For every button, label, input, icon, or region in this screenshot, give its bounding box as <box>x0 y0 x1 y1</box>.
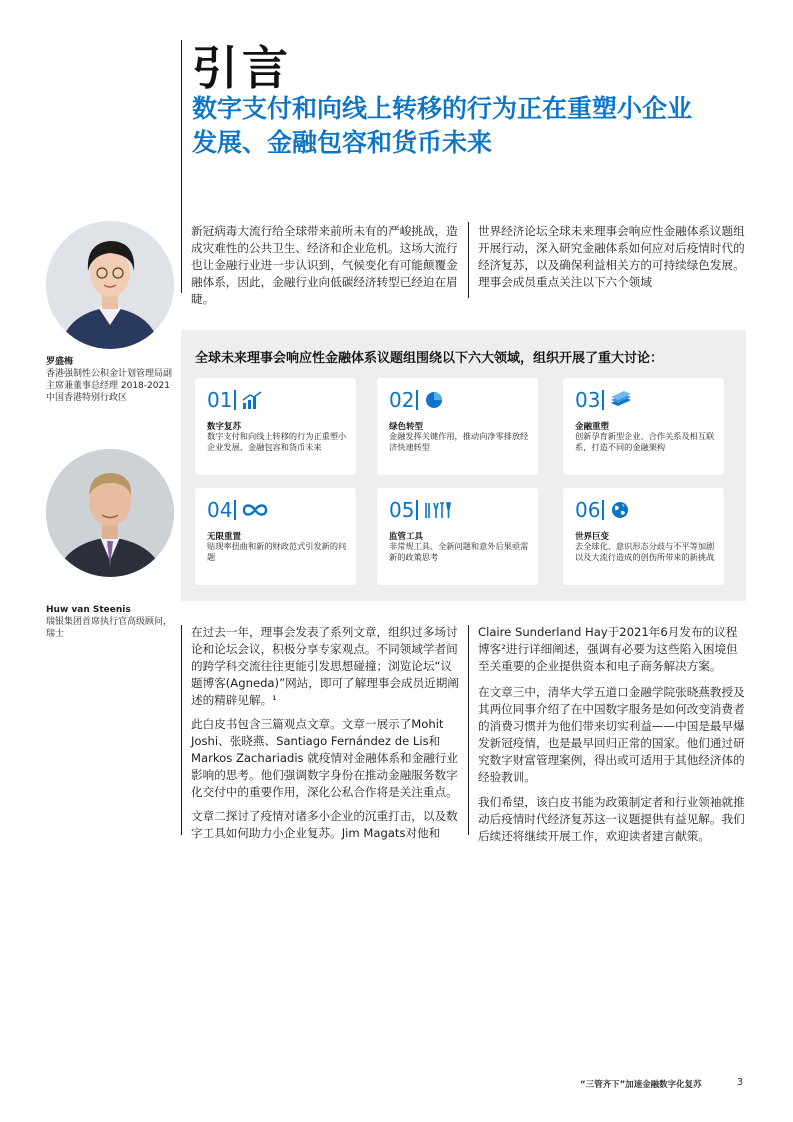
body-paragraph: 在文章三中，清华大学五道口金融学院张晓燕教授及其两位同事介绍了在中国数字服务是如何改变消费者的消费习惯并为他们带来切实利益——中国是最早爆发新冠疫情，也是最早回归正常的国家。他们通过研究数字财富管理案例，得出或可适用于其他经济体的经验教训。 <box>478 685 745 784</box>
page-subtitle: 数字支付和向线上转移的行为正在重塑小企业发展、金融包容和货币未来 <box>192 94 693 157</box>
card-description: 贴现率扭曲和新的财政范式引发新的问题 <box>207 541 347 562</box>
card-title: 绿色转型 <box>389 422 424 432</box>
body-paragraph: Claire Sunderland Hay于2021年6月发布的议程博客²进行详细阐述，强调有必要为这些陷入困境但至关重要的企业提供资本和电子商务解决方案。 <box>478 625 738 673</box>
intro-paragraph-right: 世界经济论坛全球未来理事会响应性金融体系议题组开展行动，深入研究金融体系如何应对后疫情时代的经济复苏，以及确保利益相关方的可持续绿色发展。理事会成员重点关注以下六个领域 <box>478 224 745 289</box>
card-description: 去全球化、意识形态分歧与不平等加剧以及大流行造成的创伤所带来的新挑战 <box>575 541 715 562</box>
divider-body-left <box>181 625 182 835</box>
avatar-person-1 <box>46 221 174 349</box>
card-description: 创新孕育新型企业、合作关系及相互联系，打造不同的金融架构 <box>575 431 715 452</box>
focus-card-01 <box>195 378 356 475</box>
avatar-person-2 <box>46 449 174 577</box>
card-number: 04 <box>207 498 268 522</box>
card-title: 数字复苏 <box>207 422 242 432</box>
bio-person-2 <box>46 604 174 640</box>
divider-top <box>181 40 182 293</box>
body-paragraph: 我们希望，该白皮书能为政策制定者和行业领袖就推动后疫情时代经济复苏这一议题提供有益见解。我们后续还将继续开展工作，欢迎读者建言献策。 <box>478 795 745 843</box>
globe-icon <box>610 501 630 519</box>
bio-person-1 <box>46 356 174 404</box>
focus-card-06 <box>563 488 724 585</box>
card-number: 02 <box>389 388 444 412</box>
card-number: 06 <box>575 498 630 522</box>
panel-title: 全球未来理事会响应性金融体系议题组围绕以下六大领域，组织开展了重大讨论： <box>195 351 664 366</box>
pie-icon <box>424 391 444 409</box>
page-number: 3 <box>737 1077 744 1088</box>
intro-paragraph-left: 新冠病毒大流行给全球带来前所未有的严峻挑战，造成灾难性的公共卫生、经济和企业危机。这场大流行也让金融行业进一步认识到，气候变化有可能颠覆金融体系，因此，金融行业向低碳经济转型已经迫在眉睫。 <box>191 224 458 306</box>
card-title: 金融重塑 <box>575 422 610 432</box>
footer-title: “三管齐下”加速金融数字化复苏 <box>580 1080 702 1090</box>
person-2-role: 瑞银集团首席执行官高级顾问，瑞士 <box>46 617 173 639</box>
focus-card-02 <box>377 378 538 475</box>
person-1-name: 罗盛梅 <box>46 357 74 367</box>
divider-intro-mid <box>468 222 469 298</box>
chart-icon <box>242 391 262 409</box>
focus-card-04 <box>195 488 356 585</box>
person-1-role: 香港强制性公积金计划管理局副主席兼董事总经理 2018-2021中国香港特别行政区 <box>46 369 173 403</box>
card-number: 03 <box>575 388 632 412</box>
page-title: 引言 <box>192 41 292 95</box>
card-title: 监管工具 <box>389 532 424 542</box>
body-paragraph: 文章二探讨了疫情对诸多小企业的沉重打击，以及数字工具如何助力小企业复苏。Jim Magats对他和 <box>191 809 458 840</box>
card-title: 无限重置 <box>207 532 242 542</box>
card-description: 金融发挥关键作用，推动向净零排放经济快速转型 <box>389 431 529 452</box>
tools-icon <box>424 501 452 519</box>
focus-card-05 <box>377 488 538 585</box>
card-number: 01 <box>207 388 262 412</box>
portrait-woman-image <box>46 221 174 349</box>
card-description: 数字支付和向线上转移的行为正重塑小企业发展、金融包容和货币未来 <box>207 431 347 452</box>
focus-card-03 <box>563 378 724 475</box>
divider-body-mid <box>468 625 469 835</box>
body-paragraph: 在过去一年，理事会发表了系列文章，组织过多场讨论和论坛会议，积极分享专家观点。不同领域学者间的跨学科交流往往更能引发思想碰撞；浏览论坛“议题博客(Agneda)”网站，即可了解理事会成员近期阐述的精辟见解。¹ <box>191 625 459 707</box>
body-paragraph: 此白皮书包含三篇观点文章。文章一展示了Mohit Joshi、张晓燕、Santiago Fernández de Lis和Markos Zachariadis 就疫情对金融体系和金融行业影响的思考。他们强调数字身份在推动金融服务数字化交付中的重要作用，深化公私合作将是关注重点。 <box>191 717 458 799</box>
card-title: 世界巨变 <box>575 532 610 542</box>
card-number: 05 <box>389 498 452 522</box>
card-description: 非常规工具、全新问题和意外后果亟需新的政策思考 <box>389 541 529 562</box>
infinity-icon <box>242 502 268 518</box>
cash-icon <box>610 391 632 409</box>
portrait-man-image <box>46 449 174 577</box>
person-2-name: Huw van Steenis <box>46 605 131 615</box>
